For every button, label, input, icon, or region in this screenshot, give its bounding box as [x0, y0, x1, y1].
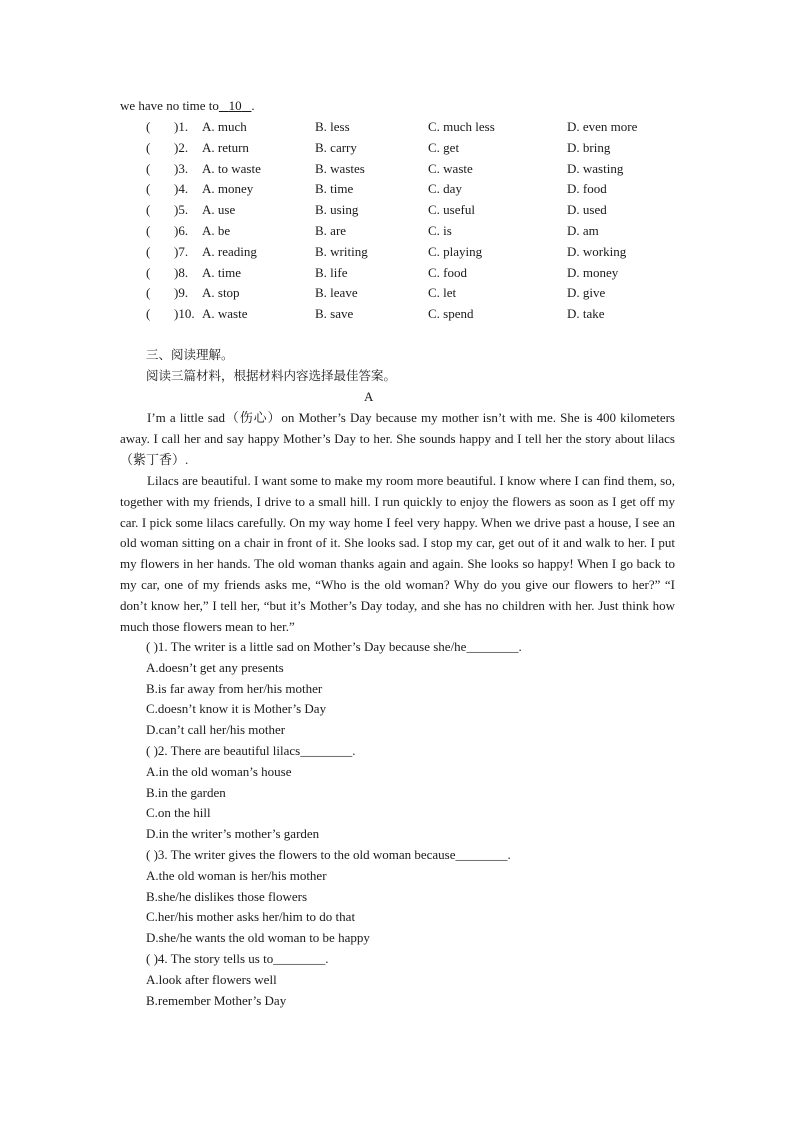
- cloze-row: [146, 159, 706, 179]
- option-d: D. bring: [567, 139, 611, 155]
- option-c: C. useful: [428, 202, 475, 218]
- answer-paren: (: [146, 202, 151, 218]
- cloze-row: [146, 221, 706, 241]
- section-instruction: 阅读三篇材料，根据材料内容选择最佳答案。: [146, 368, 397, 383]
- option-a: A. reading: [202, 243, 257, 259]
- passage-paragraph-1-text: I’m a little sad（伤心）on Mother’s Day because my mother isn’t with me. She is 400 kilometers away. I call her and say happy Mother’s Day to her. She sounds happy and I tell her the story about lilacs（紫丁香）.: [120, 410, 675, 467]
- option-a: A. use: [202, 202, 236, 218]
- answer-paren: (: [146, 160, 151, 176]
- question-option: D.in the writer’s mother’s garden: [146, 826, 320, 842]
- option-b: B. wastes: [315, 160, 365, 176]
- passage-paragraph-2-text: Lilacs are beautiful. I want some to make my room more beautiful. I know where I can find them, so, together with my friends, I drive to a small hill. I run quickly to enjoy the flowers as soon as I get off my car. I pick some lilacs carefully. On my way home I feel very happy. When we drive past a house, I see an old woman sitting on a chair in front of it. She looks sad. I stop my car, get out of it and walk to her. I put my flowers in her hands. The old woman thanks again and again. She looks so happy! When I go back to my car, one of my friends asks me, “Who is the old woman? Why do you give our flowers to her?” “I don’t know her,” I tell her, “but it’s Mother’s Day today, and she has no children with her. Just think how much those flowers mean to her.”: [120, 473, 675, 634]
- question-number: )3.: [174, 160, 189, 176]
- cloze-row: [146, 138, 706, 158]
- option-c: C. much less: [428, 119, 495, 134]
- option-a: A. stop: [202, 285, 240, 301]
- question-option: B.in the garden: [146, 784, 226, 800]
- option-b: B. less: [315, 119, 350, 134]
- option-c: C. day: [428, 181, 462, 197]
- option-b: B. are: [315, 223, 347, 238]
- option-d: D. take: [567, 306, 605, 322]
- option-b: B. time: [315, 181, 354, 197]
- option-b: B. leave: [315, 285, 358, 301]
- answer-paren: (: [146, 243, 151, 259]
- option-d: D. wasting: [567, 160, 624, 176]
- question-number: )9.: [174, 285, 189, 301]
- option-a: A. money: [202, 181, 254, 197]
- cloze-row: [146, 242, 706, 262]
- option-a: A. be: [202, 223, 231, 238]
- option-d: D. give: [567, 285, 606, 301]
- option-d: D. working: [567, 243, 627, 259]
- answer-paren: (: [146, 139, 151, 155]
- passage-paragraph-1: [120, 408, 675, 470]
- cloze-intro-blank: [219, 98, 255, 113]
- question-stem: ( )2. There are beautiful lilacs________.: [146, 743, 356, 758]
- cloze-row: [146, 179, 706, 199]
- question-option: A.doesn’t get any presents: [146, 659, 284, 675]
- answer-paren: (: [146, 181, 151, 197]
- option-c: C. get: [428, 139, 460, 155]
- passage-paragraph-2: [120, 471, 675, 637]
- question-stem: ( )3. The writer gives the flowers to the old woman because________.: [146, 847, 511, 862]
- question-number: )5.: [174, 202, 189, 218]
- question-number: )8.: [174, 264, 189, 280]
- option-c: C. let: [428, 285, 457, 301]
- option-a: A. return: [202, 139, 249, 155]
- question-option: A.in the old woman’s house: [146, 763, 292, 779]
- answer-paren: (: [146, 306, 151, 322]
- cloze-row: [146, 263, 706, 283]
- question-option: D.can’t call her/his mother: [146, 722, 286, 738]
- option-a: A. to waste: [202, 160, 261, 176]
- question-stem: ( )4. The story tells us to________.: [146, 951, 329, 966]
- question-number: )10.: [174, 306, 195, 322]
- answer-paren: (: [146, 264, 151, 280]
- cloze-intro: [120, 96, 255, 116]
- question-option: B.she/he dislikes those flowers: [146, 888, 308, 904]
- passage-label: A: [364, 389, 374, 404]
- question-option: B.remember Mother’s Day: [146, 992, 287, 1008]
- option-a: A. time: [202, 264, 241, 280]
- question-number: )4.: [174, 181, 189, 197]
- question-option: B.is far away from her/his mother: [146, 680, 323, 696]
- option-b: B. carry: [315, 139, 357, 155]
- question-number: )7.: [174, 243, 189, 259]
- question-option: A.look after flowers well: [146, 971, 277, 987]
- question-number: )6.: [174, 223, 189, 238]
- cloze-intro-suffix: .: [251, 98, 255, 113]
- question-number: )2.: [174, 139, 189, 155]
- option-c: C. is: [428, 223, 452, 238]
- question-option: C.doesn’t know it is Mother’s Day: [146, 701, 327, 717]
- answer-paren: (: [146, 119, 151, 134]
- option-a: A. waste: [202, 306, 248, 322]
- cloze-row: [146, 200, 706, 220]
- answer-paren: (: [146, 223, 151, 238]
- option-b: B. life: [315, 264, 348, 280]
- question-option: A.the old woman is her/his mother: [146, 867, 327, 883]
- option-a: A. much: [202, 119, 247, 134]
- option-c: C. playing: [428, 243, 483, 259]
- question-option: C.on the hill: [146, 805, 211, 821]
- option-d: D. money: [567, 264, 619, 280]
- option-d: D. used: [567, 202, 607, 218]
- option-d: D. food: [567, 181, 607, 197]
- option-b: B. using: [315, 202, 359, 218]
- cloze-row: [146, 117, 706, 137]
- option-c: C. food: [428, 264, 467, 280]
- option-c: C. spend: [428, 306, 474, 322]
- question-stem: ( )1. The writer is a little sad on Mother’s Day because she/he________.: [146, 639, 522, 654]
- option-d: D. even more: [567, 119, 638, 134]
- cloze-row: [146, 304, 706, 324]
- option-b: B. save: [315, 306, 354, 322]
- question-option: C.her/his mother asks her/him to do that: [146, 909, 356, 925]
- cloze-intro-blank-number: 10: [228, 98, 242, 113]
- option-d: D. am: [567, 223, 599, 238]
- cloze-intro-prefix: we have no time to: [120, 98, 219, 113]
- question-option: D.she/he wants the old woman to be happy: [146, 930, 370, 946]
- answer-paren: (: [146, 285, 151, 301]
- section-title: 三、阅读理解。: [146, 347, 234, 362]
- cloze-row: [146, 283, 706, 303]
- question-number: )1.: [174, 119, 189, 134]
- option-c: C. waste: [428, 160, 473, 176]
- option-b: B. writing: [315, 243, 368, 259]
